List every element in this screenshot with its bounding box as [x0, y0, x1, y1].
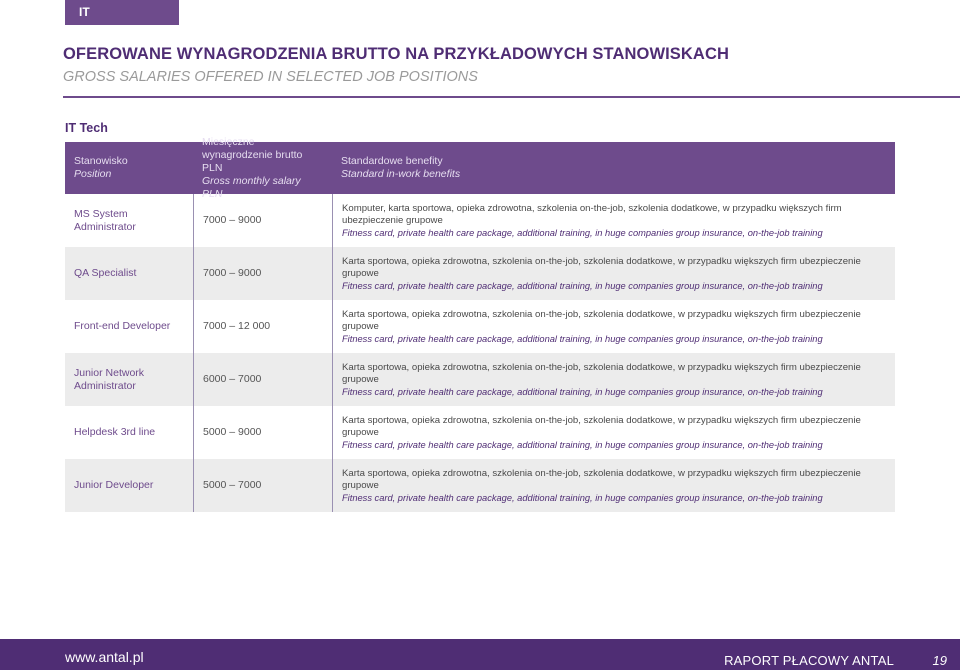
- page-subtitle: GROSS SALARIES OFFERED IN SELECTED JOB POSITIONS: [63, 69, 478, 85]
- position-cell: Junior Developer: [74, 479, 154, 492]
- header-salary-en: Gross monthly salary PLN: [202, 174, 301, 200]
- benefits-en: Fitness card, private health care package, additional training, in huge companies group insurance, on-the-job training: [342, 227, 823, 238]
- header-benefits: [332, 142, 895, 194]
- position-cell: QA Specialist: [74, 267, 137, 280]
- header-benefits-pl: Standardowe benefity: [341, 155, 443, 167]
- header-position-pl: Stanowisko: [74, 155, 128, 167]
- benefits-cell: [332, 300, 895, 353]
- benefits-pl: Karta sportowa, opieka zdrowotna, szkolenia on-the-job, szkolenia dodatkowe, w przypadku większych firm ubezpieczenie grupowe: [342, 361, 861, 385]
- benefits-pl: Komputer, karta sportowa, opieka zdrowotna, szkolenia on-the-job, szkolenia dodatkowe, w przypadku większych firm ubezpieczenie grupowe: [342, 202, 842, 226]
- benefits-cell: [332, 353, 895, 406]
- benefits-pl: Karta sportowa, opieka zdrowotna, szkolenia on-the-job, szkolenia dodatkowe, w przypadku większych firm ubezpieczenie grupowe: [342, 255, 861, 279]
- page-title: OFEROWANE WYNAGRODZENIA BRUTTO NA PRZYKŁADOWYCH STANOWISKACH: [63, 45, 729, 63]
- benefits-pl: Karta sportowa, opieka zdrowotna, szkolenia on-the-job, szkolenia dodatkowe, w przypadku większych firm ubezpieczenie grupowe: [342, 467, 861, 491]
- header-benefits-en: Standard in-work benefits: [341, 168, 461, 180]
- benefits-cell: [332, 459, 895, 512]
- position-cell: MS System Administrator: [74, 208, 136, 233]
- table-row: [65, 247, 895, 300]
- title-divider: [63, 96, 960, 98]
- position-cell: Front-end Developer: [74, 320, 171, 333]
- position-cell: Junior Network Administrator: [74, 367, 145, 392]
- salary-cell: 5000 – 7000: [193, 459, 332, 512]
- salary-cell: 7000 – 12 000: [193, 300, 332, 353]
- table-row: [65, 353, 895, 406]
- benefits-en: Fitness card, private health care package, additional training, in huge companies group insurance, on-the-job training: [342, 439, 823, 450]
- section-tag: IT: [65, 0, 179, 25]
- benefits-pl: Karta sportowa, opieka zdrowotna, szkolenia on-the-job, szkolenia dodatkowe, w przypadku większych firm ubezpieczenie grupowe: [342, 414, 861, 438]
- benefits-en: Fitness card, private health care package, additional training, in huge companies group insurance, on-the-job training: [342, 492, 823, 503]
- benefits-cell: [332, 406, 895, 459]
- benefits-cell: [332, 247, 895, 300]
- benefits-pl: Karta sportowa, opieka zdrowotna, szkolenia on-the-job, szkolenia dodatkowe, w przypadku większych firm ubezpieczenie grupowe: [342, 308, 861, 332]
- report-name: RAPORT PŁACOWY ANTAL: [724, 653, 894, 668]
- table-row: [65, 194, 895, 247]
- page-number: 19: [932, 653, 947, 668]
- header-position: [65, 142, 193, 194]
- salary-cell: 6000 – 7000: [193, 353, 332, 406]
- header-salary: [193, 135, 332, 200]
- benefits-cell: [332, 194, 895, 247]
- salary-cell: 5000 – 9000: [193, 406, 332, 459]
- header-salary-pl: Miesięczne wynagrodzenie brutto PLN: [202, 135, 303, 174]
- table-body: [65, 194, 895, 512]
- table-header-row: [65, 135, 895, 200]
- table-row: [65, 300, 895, 353]
- benefits-en: Fitness card, private health care package, additional training, in huge companies group insurance, on-the-job training: [342, 280, 823, 291]
- section-title: IT Tech: [65, 121, 108, 135]
- benefits-en: Fitness card, private health care package, additional training, in huge companies group insurance, on-the-job training: [342, 333, 823, 344]
- table-row: [65, 406, 895, 459]
- salary-cell: 7000 – 9000: [193, 194, 332, 247]
- website-link[interactable]: www.antal.pl: [65, 649, 144, 665]
- benefits-en: Fitness card, private health care package, additional training, in huge companies group insurance, on-the-job training: [342, 386, 823, 397]
- position-cell: Helpdesk 3rd line: [74, 426, 156, 439]
- salary-cell: 7000 – 9000: [193, 247, 332, 300]
- table-row: [65, 459, 895, 512]
- salary-table: [65, 135, 895, 512]
- header-position-en: Position: [74, 168, 112, 180]
